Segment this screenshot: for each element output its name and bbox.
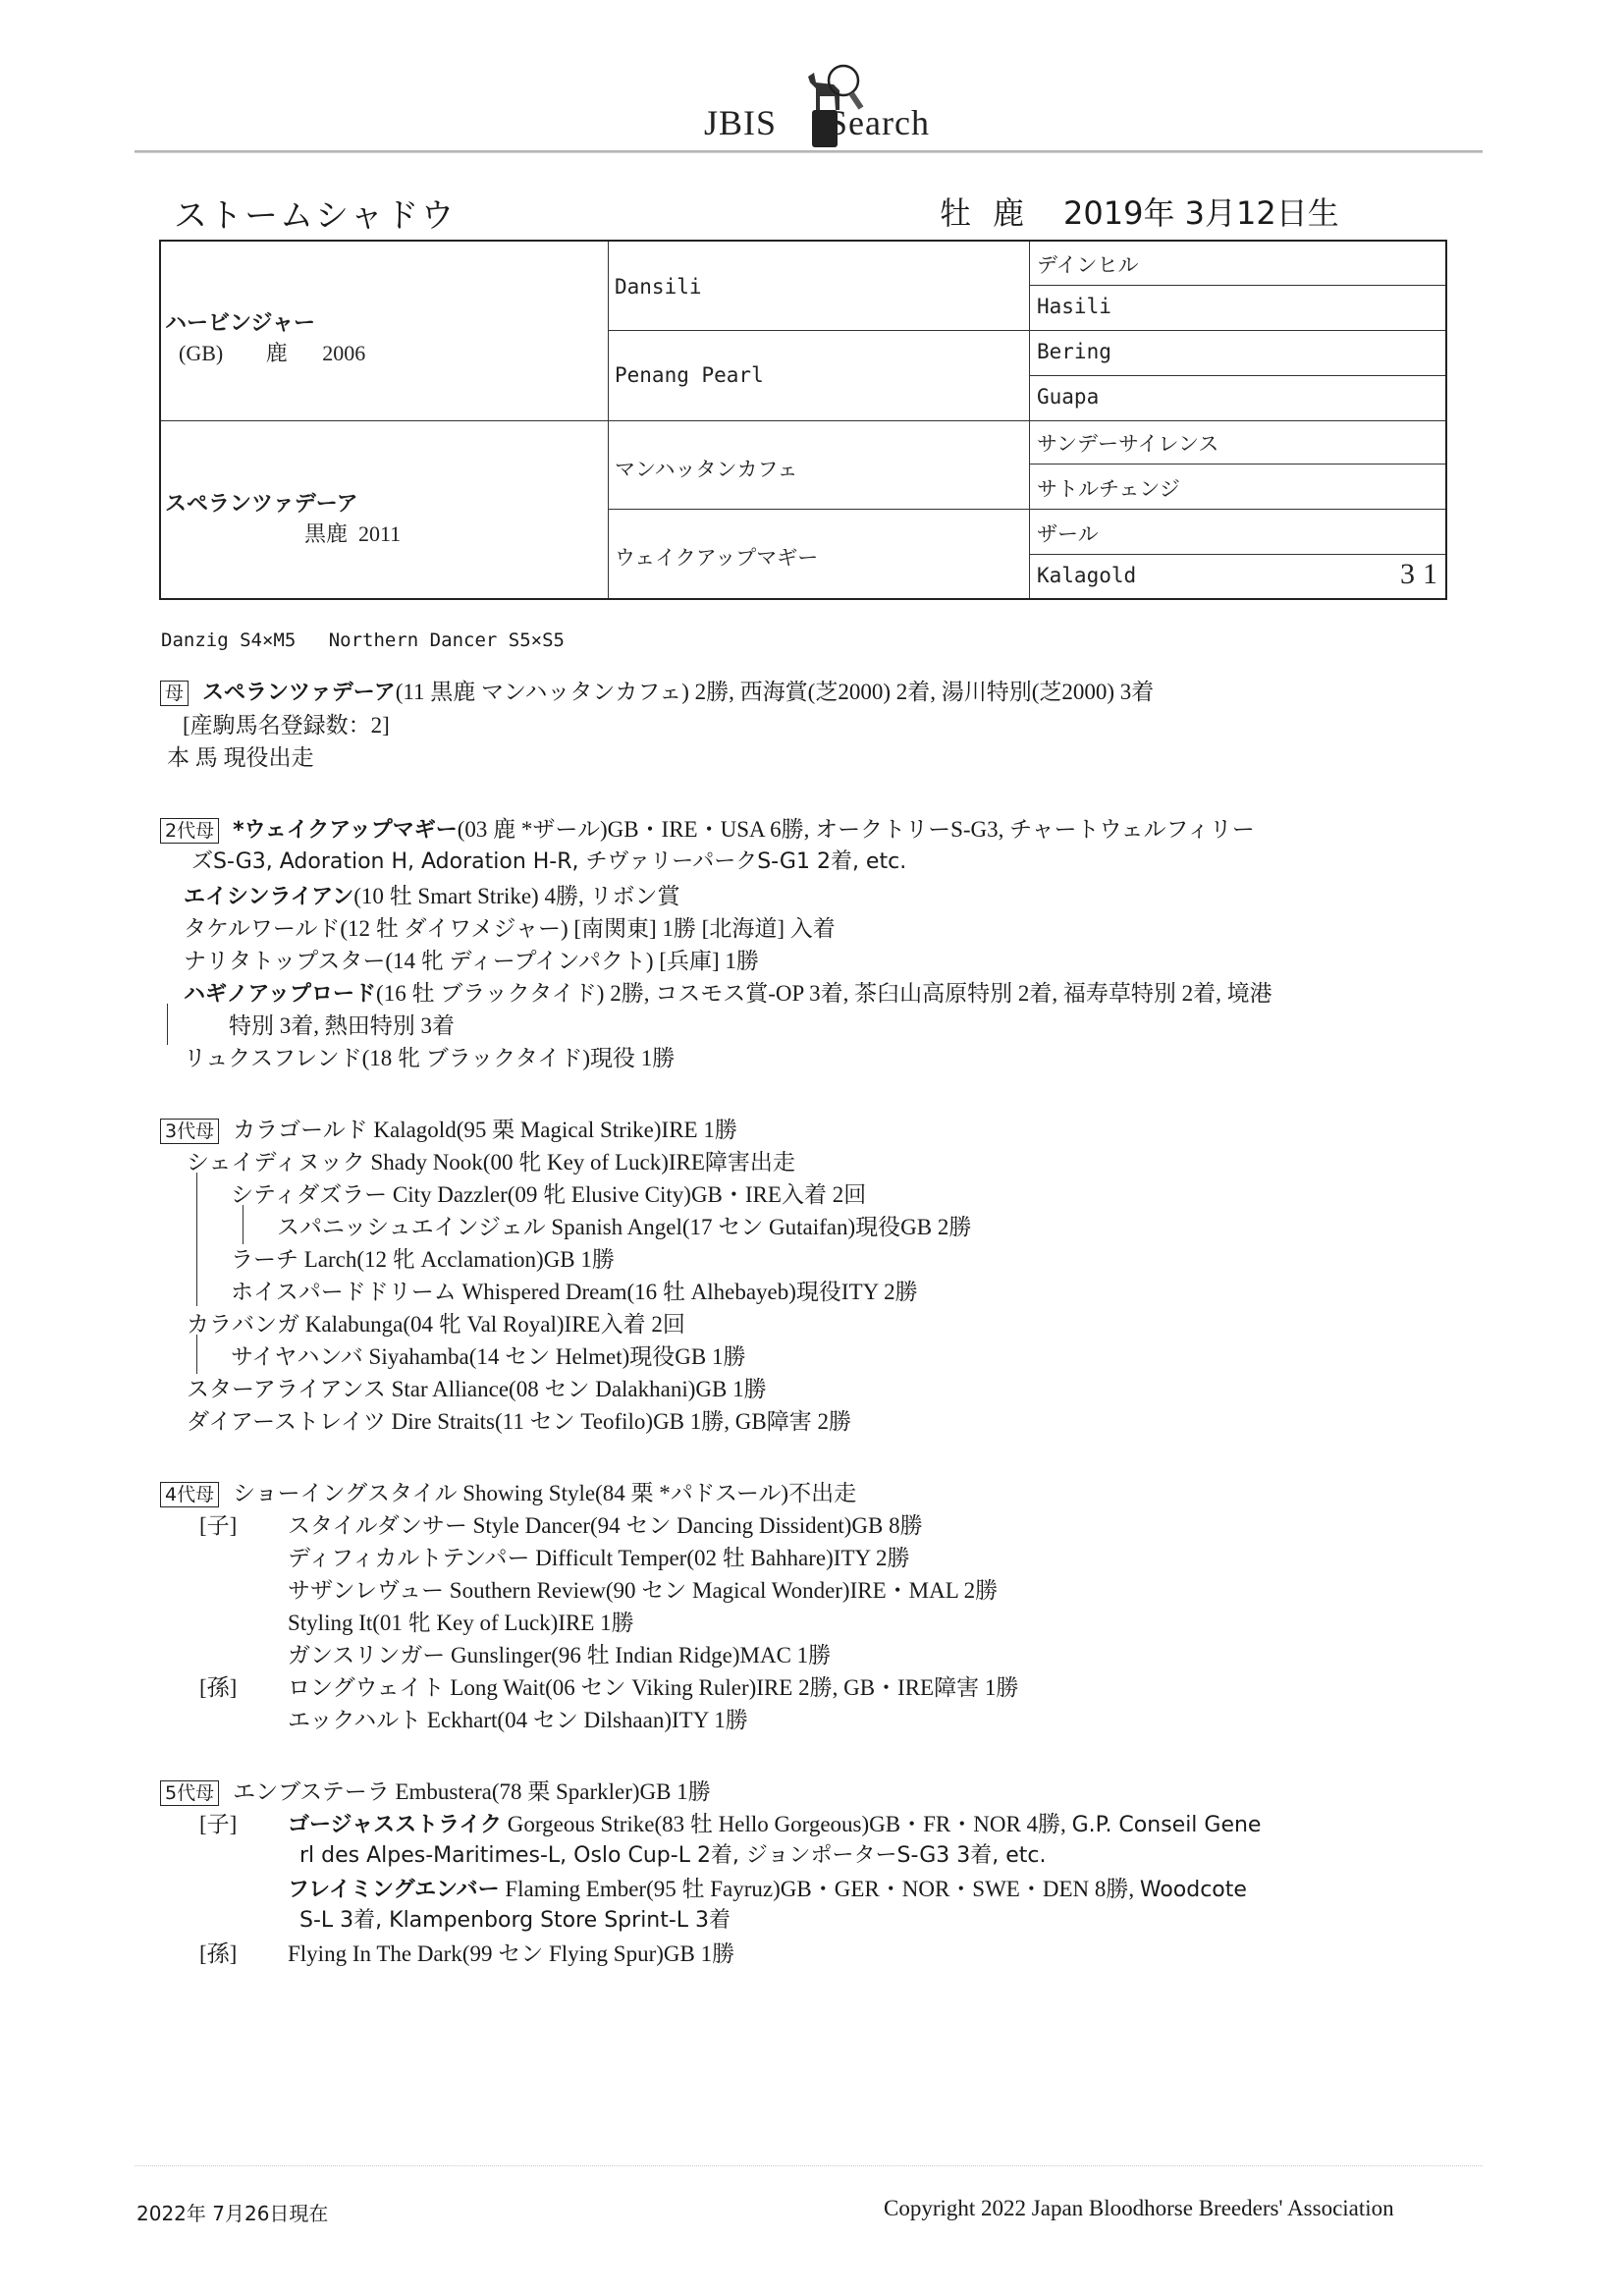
row-divider — [1029, 554, 1445, 555]
second-dam-offspring — [184, 975, 1272, 1008]
third-dam-tag: 3代母 — [160, 1119, 219, 1144]
fourth-dam-child: サザンレヴュー Southern Review(90 セン Magical Wonder)IRE・MAL 2勝 — [288, 1578, 999, 1603]
dam-name-bold: スペランツァデーア — [202, 681, 396, 705]
third-dam-grandoffspring: シティダズラー City Dazzler(09 牝 Elusive City)GB・IRE入着 2回 — [231, 1182, 867, 1207]
family-number: 31 — [1400, 558, 1445, 590]
row-divider — [608, 330, 1445, 331]
tree-connector — [196, 1173, 197, 1306]
inbreeding-item: Danzig S4×M5 — [161, 629, 297, 651]
third-dam-grandoffspring: サイヤハンバ Siyahamba(14 セン Helmet)現役GB 1勝 — [231, 1344, 746, 1369]
third-dam-offspring: ダイアーストレイツ Dire Straits(11 セン Teofilo)GB 1勝, GB障害 2勝 — [187, 1409, 851, 1434]
tree-connector — [243, 1205, 244, 1244]
fifth-dam-tag: 5代母 — [160, 1780, 219, 1806]
pedigree-gen3: デインヒル — [1037, 253, 1139, 277]
child-name: フレイミングエンバー — [288, 1878, 500, 1902]
pedigree-gen3: Hasili — [1037, 295, 1111, 318]
second-dam-line — [160, 811, 1255, 844]
dam-foal-count: [産駒馬名登録数：2] — [183, 713, 390, 738]
fourth-dam-child: Styling It(01 牝 Key of Luck)IRE 1勝 — [288, 1611, 634, 1635]
children-label: [子] — [199, 1513, 238, 1538]
grandchildren-label: [孫] — [199, 1941, 238, 1966]
sire-details — [179, 337, 365, 367]
row-divider — [1029, 285, 1445, 286]
pedigree-dam — [165, 487, 401, 548]
second-dam-name: *ウェイクアップマギー — [233, 818, 458, 843]
copyright: Copyright 2022 Japan Bloodhorse Breeders' Association — [884, 2196, 1394, 2220]
as-of-date: 2022年 7月26日現在 — [136, 2202, 329, 2225]
offspring-name: エイシンライアン — [184, 885, 354, 909]
row-divider — [161, 420, 1445, 421]
inbreeding-info — [161, 629, 586, 651]
pedigree-gen2: ウェイクアップマギー — [615, 546, 819, 570]
fourth-dam-grandchild: ロングウェイト Long Wait(06 セン Viking Ruler)IRE 2勝, GB・IRE障害 1勝 — [288, 1675, 1019, 1700]
pedigree-gen2: マンハッタンカフェ — [615, 458, 798, 481]
row-divider — [1029, 375, 1445, 376]
third-dam-offspring: スターアライアンス Star Alliance(08 セン Dalakhani)GB 1勝 — [187, 1377, 767, 1401]
tree-connector — [167, 1004, 168, 1045]
horse-name: ストームシャドウ — [174, 196, 457, 236]
pedigree-gen3: Guapa — [1037, 385, 1100, 409]
grandchildren-label: [孫] — [199, 1675, 238, 1700]
child-record-race: G.P. Conseil Gene — [1071, 1813, 1262, 1837]
fourth-dam-tag: 4代母 — [160, 1482, 219, 1507]
fifth-dam-line — [160, 1774, 711, 1806]
third-dam-grandoffspring: ラーチ Larch(12 牝 Acclamation)GB 1勝 — [231, 1247, 615, 1272]
jbis-search-logo — [702, 59, 938, 152]
children-label: [子] — [199, 1812, 238, 1836]
pedigree-gen2: Dansili — [615, 275, 702, 299]
horse-sex: 牡 — [940, 194, 972, 232]
third-dam-record: カラゴールド Kalagold(95 栗 Magical Strike)IRE 1勝 — [233, 1118, 737, 1142]
sire-year: 2006 — [322, 341, 366, 365]
second-dam-record: (03 鹿 *ザール)GB・IRE・USA 6勝, オークトリーS-G3, チャートウェルフィリー — [457, 817, 1255, 842]
offspring-name: ハギノアップロード — [184, 982, 377, 1007]
second-dam-offspring: ナリタトップスター(14 牝 ディープインパクト) [兵庫] 1勝 — [184, 949, 759, 973]
dam-record: (11 黒鹿 マンハッタンカフェ) 2勝, 西海賞(芝2000) 2着, 湯川特別(芝2000) 3着 — [395, 680, 1155, 704]
second-dam-record-cont: ズS-G3, Adoration H, Adoration H-R, チヴァリーパークS-G1 2着, etc. — [191, 849, 907, 874]
pedigree-gen3: サトルチェンジ — [1037, 477, 1180, 501]
fifth-dam-child — [288, 1871, 1247, 1903]
horse-profile — [940, 189, 1361, 234]
dam-name: スペランツァデーア — [165, 492, 358, 517]
header-divider — [135, 150, 1483, 153]
sire-name: ハービンジャー — [165, 311, 316, 336]
fifth-dam-record: エンブステーラ Embustera(78 栗 Sparkler)GB 1勝 — [233, 1779, 711, 1804]
fourth-dam-child: ガンスリンガー Gunslinger(96 牡 Indian Ridge)MAC 1勝 — [288, 1643, 832, 1667]
pedigree-table — [159, 240, 1447, 600]
third-dam-offspring: シェイディヌック Shady Nook(00 牝 Key of Luck)IRE障害出走 — [187, 1150, 795, 1175]
fourth-dam-child: スタイルダンサー Style Dancer(94 セン Dancing Dissident)GB 8勝 — [288, 1513, 923, 1538]
row-divider — [608, 509, 1445, 510]
tree-connector — [196, 1335, 197, 1374]
logo-text-search: Search — [828, 103, 930, 142]
child-record: Flaming Ember(95 牡 Fayruz)GB・GER・NOR・SWE・DEN 8勝, — [499, 1877, 1140, 1901]
pedigree-sire — [165, 306, 365, 367]
second-dam-offspring — [184, 878, 679, 910]
offspring-record: (10 牡 Smart Strike) 4勝, リボン賞 — [353, 884, 680, 908]
third-dam-grandoffspring: ホイスパードドリーム Whispered Dream(16 牡 Alhebayeb)現役ITY 2勝 — [231, 1280, 918, 1304]
child-record-race: Woodcote — [1139, 1878, 1247, 1902]
fifth-dam-child-cont: rl des Alpes-Maritimes-L, Oslo Cup-L 2着, ジョンポーターS-G3 3着, etc. — [299, 1843, 1047, 1868]
offspring-record: (16 牡 ブラックタイド) 2勝, コスモス賞-OP 3着, 茶臼山高原特別 2着, 福寿草特別 2着, 境港 — [376, 981, 1272, 1006]
second-dam-offspring: リュクスフレンド(18 牝 ブラックタイド)現役 1勝 — [184, 1046, 676, 1070]
pedigree-gen3: Kalagold — [1037, 564, 1137, 587]
third-dam-offspring: カラバンガ Kalabunga(04 牝 Val Royal)IRE入着 2回 — [187, 1312, 685, 1337]
sire-origin: (GB) — [179, 341, 224, 365]
pedigree-gen3: ザール — [1037, 522, 1099, 546]
dam-tag: 母 — [160, 681, 189, 706]
fifth-dam-grandchild: Flying In The Dark(99 セン Flying Spur)GB 1勝 — [288, 1941, 735, 1966]
pedigree-gen2: Penang Pearl — [615, 363, 764, 387]
second-dam-offspring-cont: 特別 3着, 熱田特別 3着 — [229, 1013, 455, 1038]
second-dam-tag: 2代母 — [160, 818, 219, 844]
inbreeding-item: Northern Dancer S5×S5 — [328, 629, 565, 651]
fourth-dam-record: ショーイングスタイル Showing Style(84 栗 *パドスール)不出走 — [233, 1481, 857, 1505]
second-dam-offspring: タケルワールド(12 牡 ダイワメジャー) [南関東] 1勝 [北海道] 入着 — [184, 916, 836, 941]
sire-color: 鹿 — [265, 341, 288, 365]
subject-horse-status: 本 馬 現役出走 — [167, 745, 314, 770]
third-dam-line — [160, 1112, 737, 1144]
dam-line — [160, 674, 1154, 706]
child-name: ゴージャスストライク — [288, 1813, 503, 1837]
logo-text-jbis: JBIS — [704, 103, 778, 142]
pedigree-gen3: サンデーサイレンス — [1037, 432, 1219, 456]
row-divider — [1029, 464, 1445, 465]
fourth-dam-line — [160, 1475, 856, 1507]
horse-birthdate: 2019年 3月12日生 — [1063, 194, 1339, 232]
fifth-dam-child-cont: S-L 3着, Klampenborg Store Sprint-L 3着 — [299, 1908, 731, 1933]
fifth-dam-child — [288, 1806, 1261, 1838]
footer-divider — [135, 2165, 1483, 2166]
third-dam-great-grandoffspring: スパニッシュエインジェル Spanish Angel(17 セン Gutaifan)現役GB 2勝 — [277, 1215, 972, 1239]
pedigree-gen3: Bering — [1037, 340, 1111, 363]
dam-details: 黒鹿 2011 — [304, 521, 402, 546]
fourth-dam-grandchild: エックハルト Eckhart(04 セン Dilshaan)ITY 1勝 — [288, 1708, 748, 1732]
horse-color: 鹿 — [993, 194, 1025, 232]
fourth-dam-child: ディフィカルトテンパー Difficult Temper(02 牡 Bahhare)ITY 2勝 — [288, 1546, 910, 1570]
child-record: Gorgeous Strike(83 牡 Hello Gorgeous)GB・FR・NOR 4勝, — [502, 1812, 1072, 1836]
